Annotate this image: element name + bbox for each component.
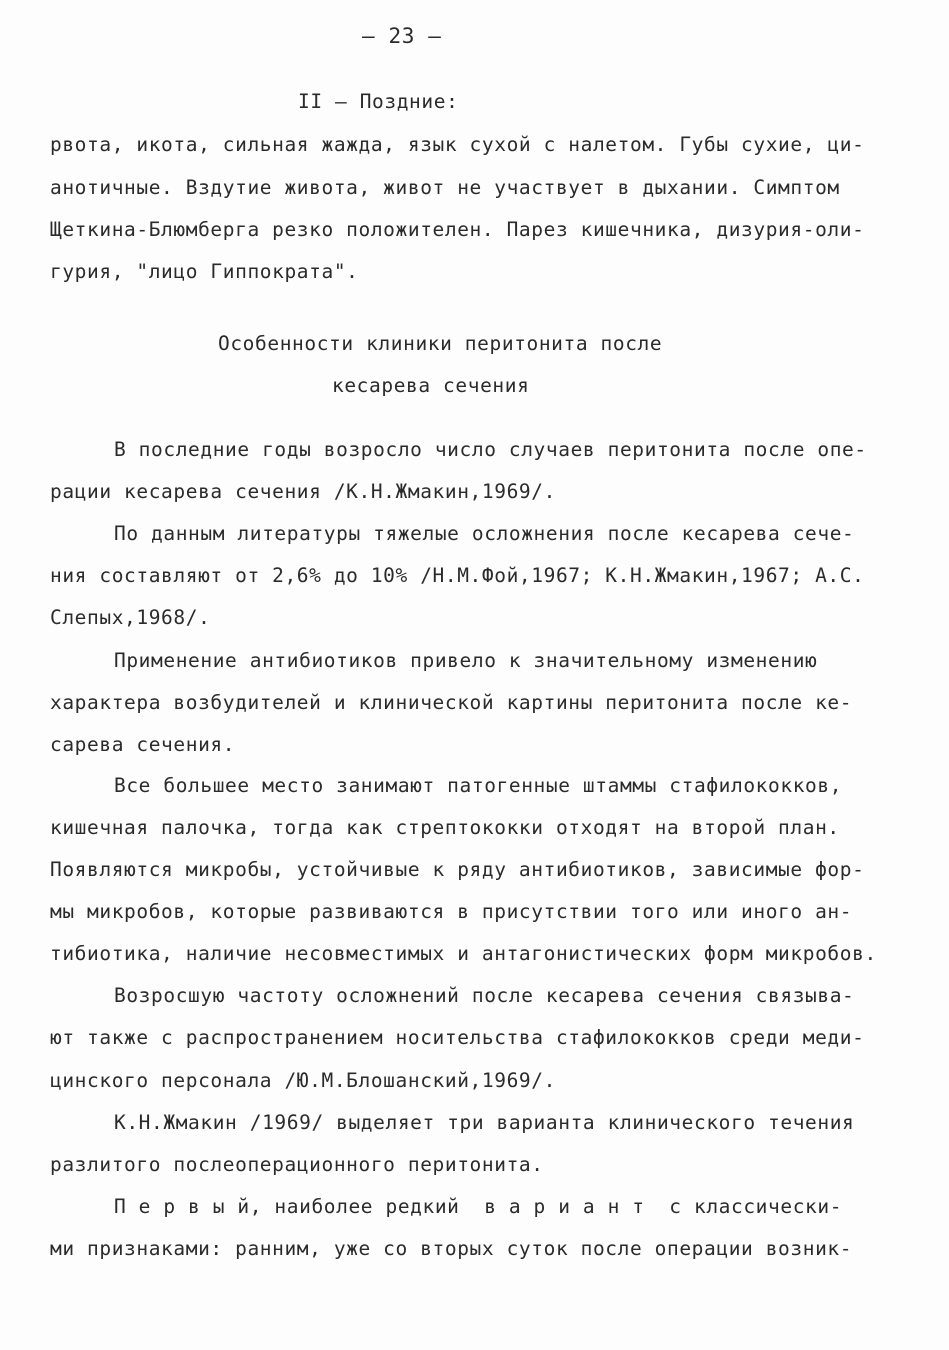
text-line: Слепых,1968/. [50,606,211,629]
text-line: кишечная палочка, тогда как стрептококки отходят на второй план. [50,816,840,839]
text-line: Все большее место занимают патогенные штаммы стафилококков, [114,774,843,797]
text-line: сарева сечения. [50,733,236,756]
text-line: П е р в ы й, наиболее редкий в а р и а н т с классически- [114,1195,843,1218]
text-line: В последние годы возросло число случаев перитонита после опе- [114,438,867,461]
text-line: гурия, "лицо Гиппократа". [50,260,359,283]
text-line: Применение антибиотиков привело к значительному изменению [114,649,818,672]
text-line: По данным литературы тяжелые осложнения после кесарева сече- [114,522,855,545]
text-line: тибиотика, наличие несовместимых и антагонистических форм микробов. [50,942,877,965]
text-line: Возросшую частоту осложнений после кесарева сечения связыва- [114,984,855,1007]
text-line: мы микробов, которые развиваются в присутствии того или иного ан- [50,900,853,923]
text-line: рации кесарева сечения /К.Н.Жмакин,1969/. [50,480,556,503]
text-line: ми признаками: ранним, уже со вторых суток после операции возник- [50,1237,853,1260]
text-line: рвота, икота, сильная жажда, язык сухой с налетом. Губы сухие, ци- [50,133,865,156]
text-line: ния составляют от 2,6% до 10% /Н.М.Фой,1967; К.Н.Жмакин,1967; А.С. [50,564,865,587]
text-line: Появляются микробы, устойчивые к ряду антибиотиков, зависимые фор- [50,858,865,881]
text-line: характера возбудителей и клинической картины перитонита после ке- [50,691,853,714]
section-title: II – Поздние: [298,90,459,113]
page-number: – 23 – [362,24,442,48]
text-line: цинского персонала /Ю.М.Блошанский,1969/. [50,1069,556,1092]
heading-line: кесарева сечения [332,374,530,397]
text-line: Щеткина-Блюмберга резко положителен. Парез кишечника, дизурия-оли- [50,218,865,241]
text-line: анотичные. Вздутие живота, живот не участвует в дыхании. Симптом [50,176,840,199]
heading-line: Особенности клиники перитонита после [218,332,663,355]
text-line: К.Н.Жмакин /1969/ выделяет три варианта клинического течения [114,1111,855,1134]
text-line: ют также с распространением носительства стафилококков среди меди- [50,1026,865,1049]
text-line: разлитого послеоперационного перитонита. [50,1153,544,1176]
